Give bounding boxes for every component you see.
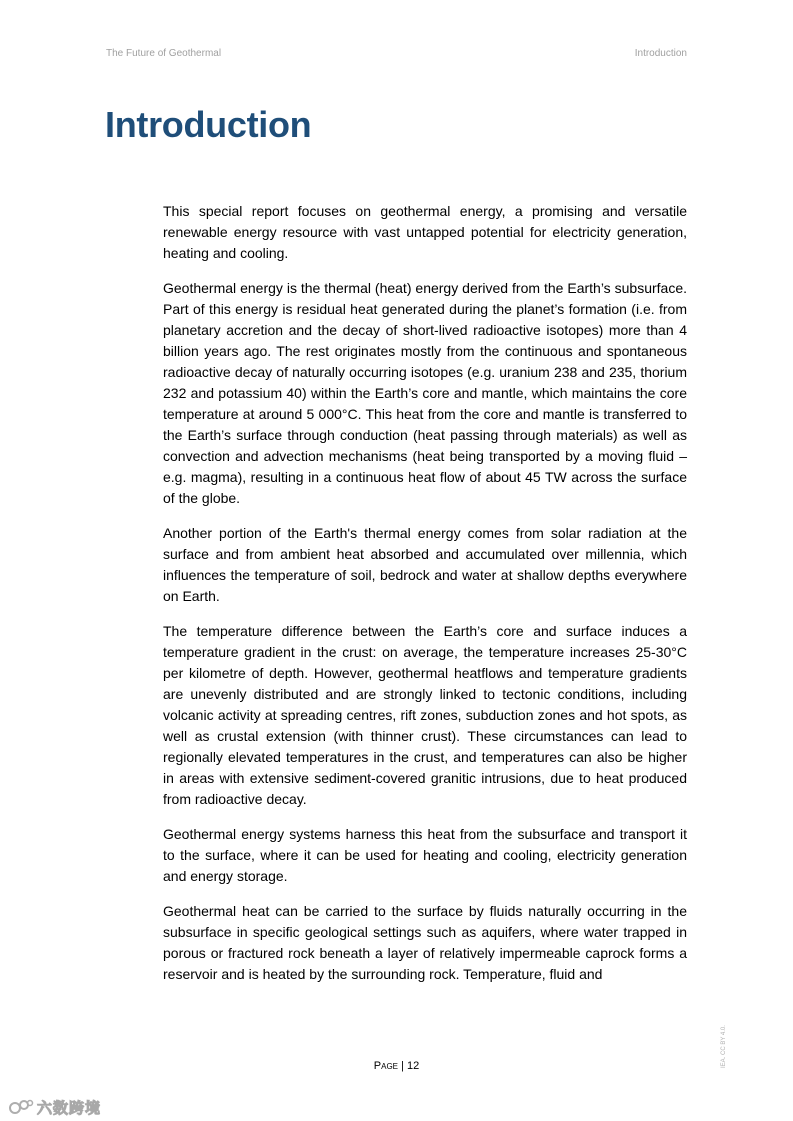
page-number: 12 — [406, 1060, 420, 1072]
page-label: Page — [373, 1060, 398, 1072]
paragraph: Geothermal heat can be carried to the surface by fluids naturally occurring in the subsurface in specific geological settings such as aquifers, where water trapped in porous or fractured rock beneath a layer of relatively impermeable caprock forms a reservoir and is heated by the surrounding rock. Temperature, fluid and — [163, 903, 687, 982]
body-text — [163, 201, 687, 999]
paragraph: Another portion of the Earth's thermal energy comes from solar radiation at the surface and from ambient heat absorbed and accumulated over millennia, which influences the temperature of soil, bedrock and water at shallow depths everywhere on Earth. — [163, 525, 687, 604]
page-separator: | — [401, 1060, 404, 1072]
paragraph: Geothermal energy is the thermal (heat) energy derived from the Earth’s subsurface. Part of this energy is residual heat generated during the planet’s formation (i.e. from planetary accretion and the decay of short-lived radioactive isotopes) more than 4 billion years ago. The rest originates mostly from the continuous and spontaneous radioactive decay of naturally occurring isotopes (e.g. uranium 238 and 235, thorium 232 and potassium 40) within the Earth’s core and mantle, which maintains the core temperature at around 5 000°C. This heat from the core and mantle is transferred to the Earth’s surface through conduction (heat passing through materials) as well as convection and advection mechanisms (heat being transported by a moving fluid – e.g. magma), resulting in a continuous heat flow of about 45 TW across the surface of the globe. — [163, 280, 687, 506]
running-header — [106, 48, 687, 62]
page-footer — [0, 1060, 793, 1072]
watermark-text: 六数跨境 — [37, 1098, 102, 1117]
watermark-logo-icon — [8, 1098, 34, 1116]
paragraph: Geothermal energy systems harness this heat from the subsurface and transport it to the surface, where it can be used for heating and cooling, electricity generation and energy storage. — [163, 826, 687, 884]
paragraph: The temperature difference between the Earth’s core and surface induces a temperature gradient in the crust: on average, the temperature increases 25-30°C per kilometre of depth. However, geothermal heatflows and temperature gradients are unevenly distributed and are strongly linked to tectonic conditions, including volcanic activity at spreading centres, rift zones, subduction zones and hot spots, as well as crustal extension (with thinner crust). These circumstances can lead to regionally elevated temperatures in the crust, and temperatures can also be higher in areas with extensive sediment-covered granitic intrusions, due to heat produced from radioactive decay. — [163, 623, 687, 807]
page-title: Introduction — [105, 104, 312, 145]
header-report-title: The Future of Geothermal — [106, 48, 222, 59]
header-section-name: Introduction — [634, 48, 687, 59]
watermark — [8, 1096, 101, 1118]
license-credit: IEA. CC BY 4.0. — [721, 1025, 727, 1068]
paragraph: This special report focuses on geothermal energy, a promising and versatile renewable energy resource with vast untapped potential for electricity generation, heating and cooling. — [163, 203, 687, 261]
